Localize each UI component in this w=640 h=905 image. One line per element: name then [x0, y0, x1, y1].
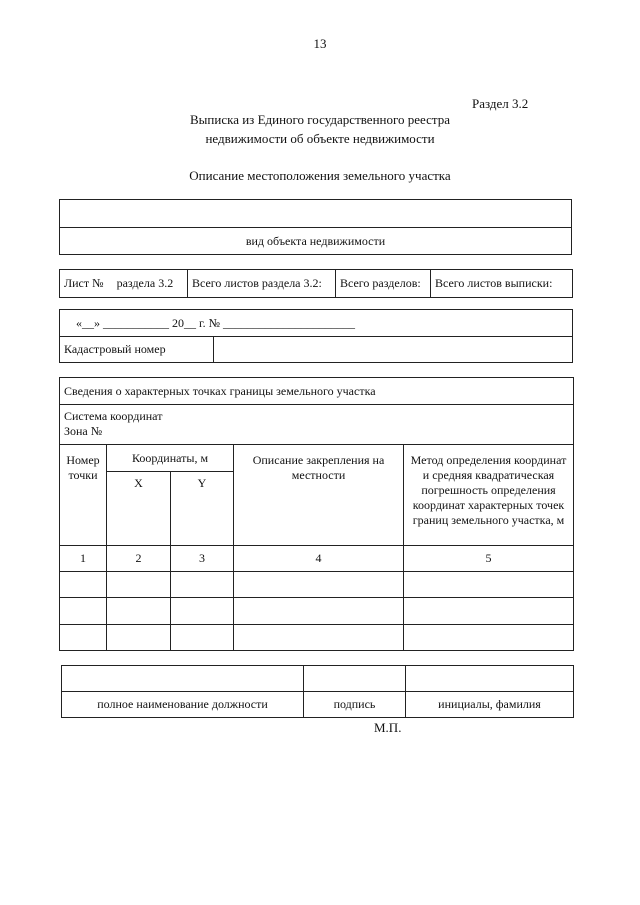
col-x: X: [107, 472, 171, 546]
section-label: Раздел 3.2: [472, 96, 529, 111]
total-sheets-extract-cell[interactable]: Всего листов выписки:: [431, 270, 573, 298]
col-y: Y: [171, 472, 234, 546]
position-caption: полное наименование должности: [62, 692, 304, 718]
document-subtitle: Описание местоположения земельного участка: [189, 168, 451, 183]
table-row[interactable]: [60, 625, 574, 651]
object-type-field[interactable]: [60, 200, 572, 228]
points-heading: Сведения о характерных точках границы земельного участка: [60, 378, 574, 405]
col-point-number: Номер точки: [60, 445, 107, 546]
total-sheets-section-cell[interactable]: Всего листов раздела 3.2:: [188, 270, 336, 298]
sheet-info-table: [59, 269, 573, 298]
col-number-3: 3: [171, 546, 234, 572]
table-cell[interactable]: [107, 572, 171, 598]
name-caption: инициалы, фамилия: [406, 692, 574, 718]
signature-field[interactable]: [304, 666, 406, 692]
table-row[interactable]: [60, 598, 574, 625]
col-number-4: 4: [234, 546, 404, 572]
boundary-points-table: [59, 377, 574, 651]
col-coordinates: Координаты, м: [107, 445, 234, 472]
table-row[interactable]: [60, 572, 574, 598]
sheet-number-label: Лист №: [64, 276, 104, 290]
table-cell[interactable]: [107, 598, 171, 625]
cadastral-label: Кадастровый номер: [60, 337, 214, 363]
table-cell[interactable]: [60, 625, 107, 651]
col-number-5: 5: [404, 546, 574, 572]
coord-system-cell[interactable]: [60, 405, 574, 445]
object-type-caption: вид объекта недвижимости: [60, 228, 572, 255]
zone-label: Зона №: [64, 424, 103, 438]
date-cadastral-table: [59, 309, 573, 363]
object-type-table: [59, 199, 572, 255]
document-title-line1: Выписка из Единого государственного реестра: [190, 112, 450, 127]
col-number-1: 1: [60, 546, 107, 572]
table-cell[interactable]: [171, 598, 234, 625]
col-method: Метод определения координат и средняя квадратическая погрешность определения координат характерных точек границ земельного участка, м: [404, 445, 574, 546]
table-cell[interactable]: [60, 572, 107, 598]
position-field[interactable]: [62, 666, 304, 692]
table-cell[interactable]: [404, 598, 574, 625]
table-cell[interactable]: [171, 572, 234, 598]
stamp-label: М.П.: [374, 720, 402, 735]
cadastral-number-field[interactable]: [214, 337, 573, 363]
document-title-line2: недвижимости об объекте недвижимости: [205, 131, 435, 146]
section-ref-label: раздела 3.2: [116, 276, 174, 290]
col-number-2: 2: [107, 546, 171, 572]
table-cell[interactable]: [171, 625, 234, 651]
date-number-line[interactable]: «__» ___________ 20__ г. № ______________________: [60, 310, 573, 337]
page-number: 13: [313, 36, 327, 51]
table-cell[interactable]: [234, 572, 404, 598]
total-sections-cell[interactable]: Всего разделов:: [336, 270, 431, 298]
col-fixing-description: Описание закрепления на местности: [234, 445, 404, 546]
table-cell[interactable]: [234, 598, 404, 625]
coord-system-label: Система координат: [64, 409, 163, 423]
table-cell[interactable]: [107, 625, 171, 651]
sheet-number-cell[interactable]: [60, 270, 188, 298]
table-cell[interactable]: [404, 625, 574, 651]
signature-caption: подпись: [304, 692, 406, 718]
table-cell[interactable]: [404, 572, 574, 598]
table-cell[interactable]: [234, 625, 404, 651]
table-cell[interactable]: [60, 598, 107, 625]
name-field[interactable]: [406, 666, 574, 692]
signature-table: [61, 665, 574, 718]
